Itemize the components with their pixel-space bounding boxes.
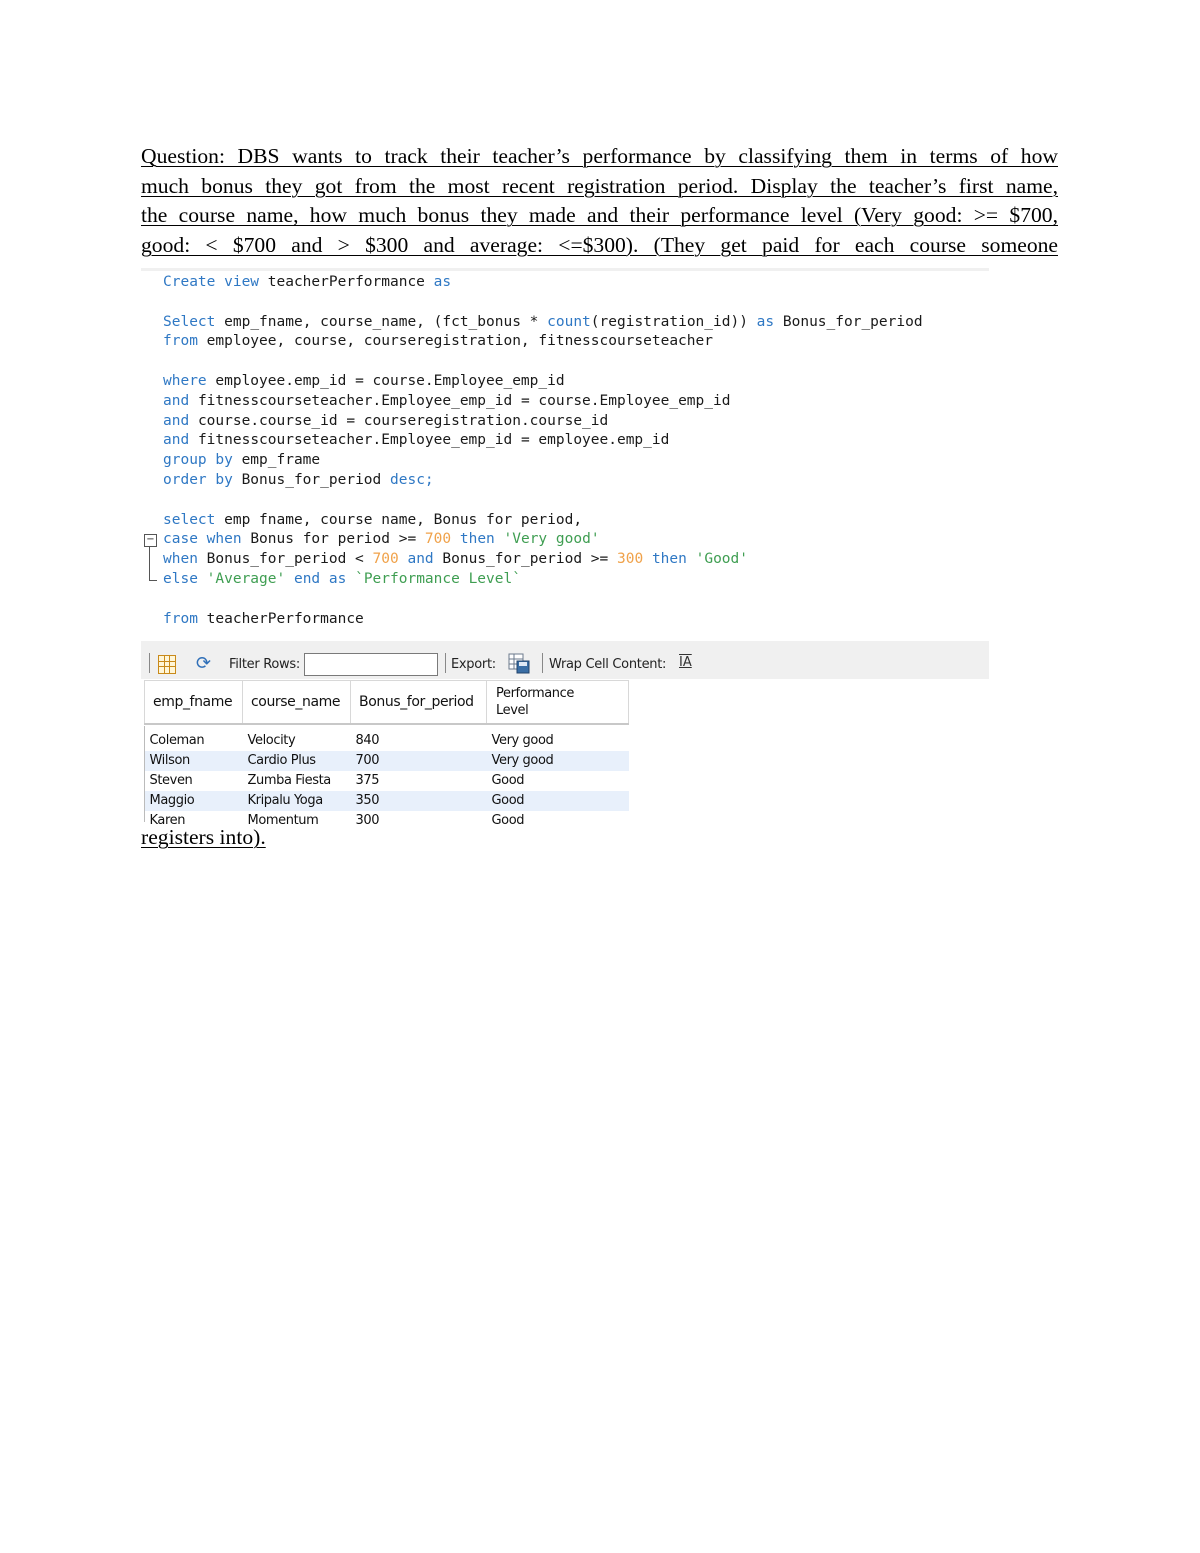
toolbar-separator <box>149 653 150 673</box>
cell[interactable]: Good <box>491 773 525 788</box>
question-tail: registers into). <box>141 825 266 849</box>
fold-guide <box>149 547 150 580</box>
sql-text: Bonus_for_period <box>782 313 923 330</box>
sql-keyword: and <box>407 551 434 568</box>
table-row[interactable] <box>145 771 629 791</box>
cell[interactable]: 300 <box>355 813 380 828</box>
sql-code[interactable] <box>163 273 923 629</box>
column-header[interactable]: course_name <box>243 681 351 725</box>
cell[interactable]: 700 <box>351 751 487 771</box>
sql-keyword: from <box>163 333 198 350</box>
sql-keyword: select <box>163 511 216 528</box>
sql-keyword: Create view <box>163 274 260 290</box>
result-grid <box>144 680 629 831</box>
sql-text: fitnesscourseteacher.Employee_emp_id = employee.emp_id <box>197 432 670 449</box>
cell[interactable]: Maggio <box>145 791 243 811</box>
cell[interactable]: 375 <box>355 773 380 788</box>
cell[interactable]: Steven <box>149 773 193 788</box>
sql-keyword: where <box>163 372 207 389</box>
sql-keyword: then <box>459 531 495 548</box>
sql-text: teacherPerformance <box>267 274 425 290</box>
fold-toggle-icon[interactable]: − <box>144 534 157 547</box>
sql-keyword: desc; <box>390 471 434 488</box>
column-header[interactable] <box>487 681 629 725</box>
result-toolbar <box>141 641 989 679</box>
table-row[interactable] <box>145 731 629 751</box>
cell[interactable]: 350 <box>351 791 487 811</box>
cell[interactable]: Karen <box>149 813 186 828</box>
question-line-4: good: < $700 and > $300 and average: <=$300). (They get paid for each course someone <box>141 232 1058 257</box>
sql-text: Bonus_for_period >= <box>442 551 609 568</box>
sql-editor[interactable] <box>141 268 989 643</box>
cell[interactable]: Very good <box>487 751 629 771</box>
sql-text: employee.emp_id = course.Employee_emp_id <box>215 372 565 389</box>
sql-keyword: then <box>651 551 687 568</box>
sql-text: emp_fname, course_name, (fct_bonus * <box>224 313 539 330</box>
sql-text: Bonus for period >= <box>250 531 417 548</box>
column-header[interactable]: emp_fname <box>145 681 243 725</box>
sql-keyword: case when <box>163 531 242 548</box>
sql-keyword: from <box>163 610 198 627</box>
sql-keyword: group by <box>163 452 233 469</box>
sql-text: teacherPerformance <box>206 610 364 627</box>
sql-keyword: Select <box>163 313 216 330</box>
toolbar-separator <box>542 653 543 673</box>
sql-string: 'Good' <box>695 551 748 568</box>
sql-text: fitnesscourseteacher.Employee_emp_id = course.Employee_emp_id <box>197 392 731 409</box>
column-header-line: Level <box>496 703 529 718</box>
cell[interactable]: Coleman <box>149 733 205 748</box>
header-row <box>145 681 629 725</box>
refresh-icon[interactable]: ⟳ <box>196 653 212 674</box>
cell[interactable]: Velocity <box>247 733 296 748</box>
column-header-line: Performance <box>496 686 574 701</box>
column-header[interactable]: Bonus_for_period <box>351 681 487 725</box>
table-row[interactable] <box>145 751 629 771</box>
question-text <box>141 142 1058 260</box>
export-icon[interactable] <box>508 653 530 674</box>
sql-text: emp_frame <box>241 452 321 469</box>
sql-text: (registration_id)) <box>590 313 748 330</box>
cell[interactable]: Good <box>487 791 629 811</box>
sql-keyword: end as <box>293 570 347 587</box>
cell[interactable]: Cardio Plus <box>243 751 351 771</box>
toolbar-separator <box>445 653 446 673</box>
sql-keyword: and <box>163 412 190 429</box>
sql-text: Bonus_for_period < <box>206 551 364 568</box>
wrap-cell-label: Wrap Cell Content: <box>549 657 667 672</box>
cell[interactable]: Good <box>491 813 525 828</box>
sql-keyword: when <box>163 551 198 568</box>
sql-text: Bonus_for_period <box>241 471 382 488</box>
sql-keyword: as <box>756 313 775 330</box>
filter-rows-label: Filter Rows: <box>229 657 300 672</box>
cell[interactable]: 840 <box>355 733 380 748</box>
sql-string: 'Average' <box>206 570 286 587</box>
question-line-1: Question: DBS wants to track their teacher’s performance by classifying them in terms of how <box>141 144 1058 168</box>
sql-keyword: else <box>163 570 198 587</box>
cell[interactable]: Zumba Fiesta <box>247 773 331 788</box>
sql-string: `Performance Level` <box>355 570 521 587</box>
sql-number: 700 <box>372 551 399 568</box>
fold-guide-end <box>149 580 157 581</box>
export-label: Export: <box>451 657 496 672</box>
filter-rows-input[interactable] <box>304 653 438 676</box>
sql-keyword: order by <box>163 471 233 488</box>
question-line-2: much bonus they got from the most recent registration period. Display the teacher’s first name, <box>141 173 1058 198</box>
cell[interactable]: Kripalu Yoga <box>243 791 351 811</box>
cell[interactable]: Wilson <box>145 751 243 771</box>
sql-keyword: as <box>433 274 452 290</box>
cell[interactable]: Momentum <box>247 813 319 828</box>
sql-number: 700 <box>424 531 452 548</box>
sql-text: emp fname, course name, Bonus for period, <box>224 511 583 528</box>
sql-number: 300 <box>617 551 644 568</box>
sql-string: 'Very good' <box>503 531 600 548</box>
question-line-3: the course name, how much bonus they made and their performance level (Very good: >= $700, <box>141 203 1058 227</box>
wrap-cell-icon[interactable]: IA <box>679 655 692 670</box>
result-grid-icon[interactable] <box>158 655 176 674</box>
sql-keyword: and <box>163 392 190 409</box>
sql-keyword: count <box>547 313 591 330</box>
table-row[interactable] <box>145 791 629 811</box>
sql-text: course.course_id = courseregistration.course_id <box>197 412 609 429</box>
sql-keyword: and <box>163 432 190 449</box>
cell[interactable]: Very good <box>491 733 554 748</box>
sql-text: employee, course, courseregistration, fitnesscourseteacher <box>206 333 713 350</box>
